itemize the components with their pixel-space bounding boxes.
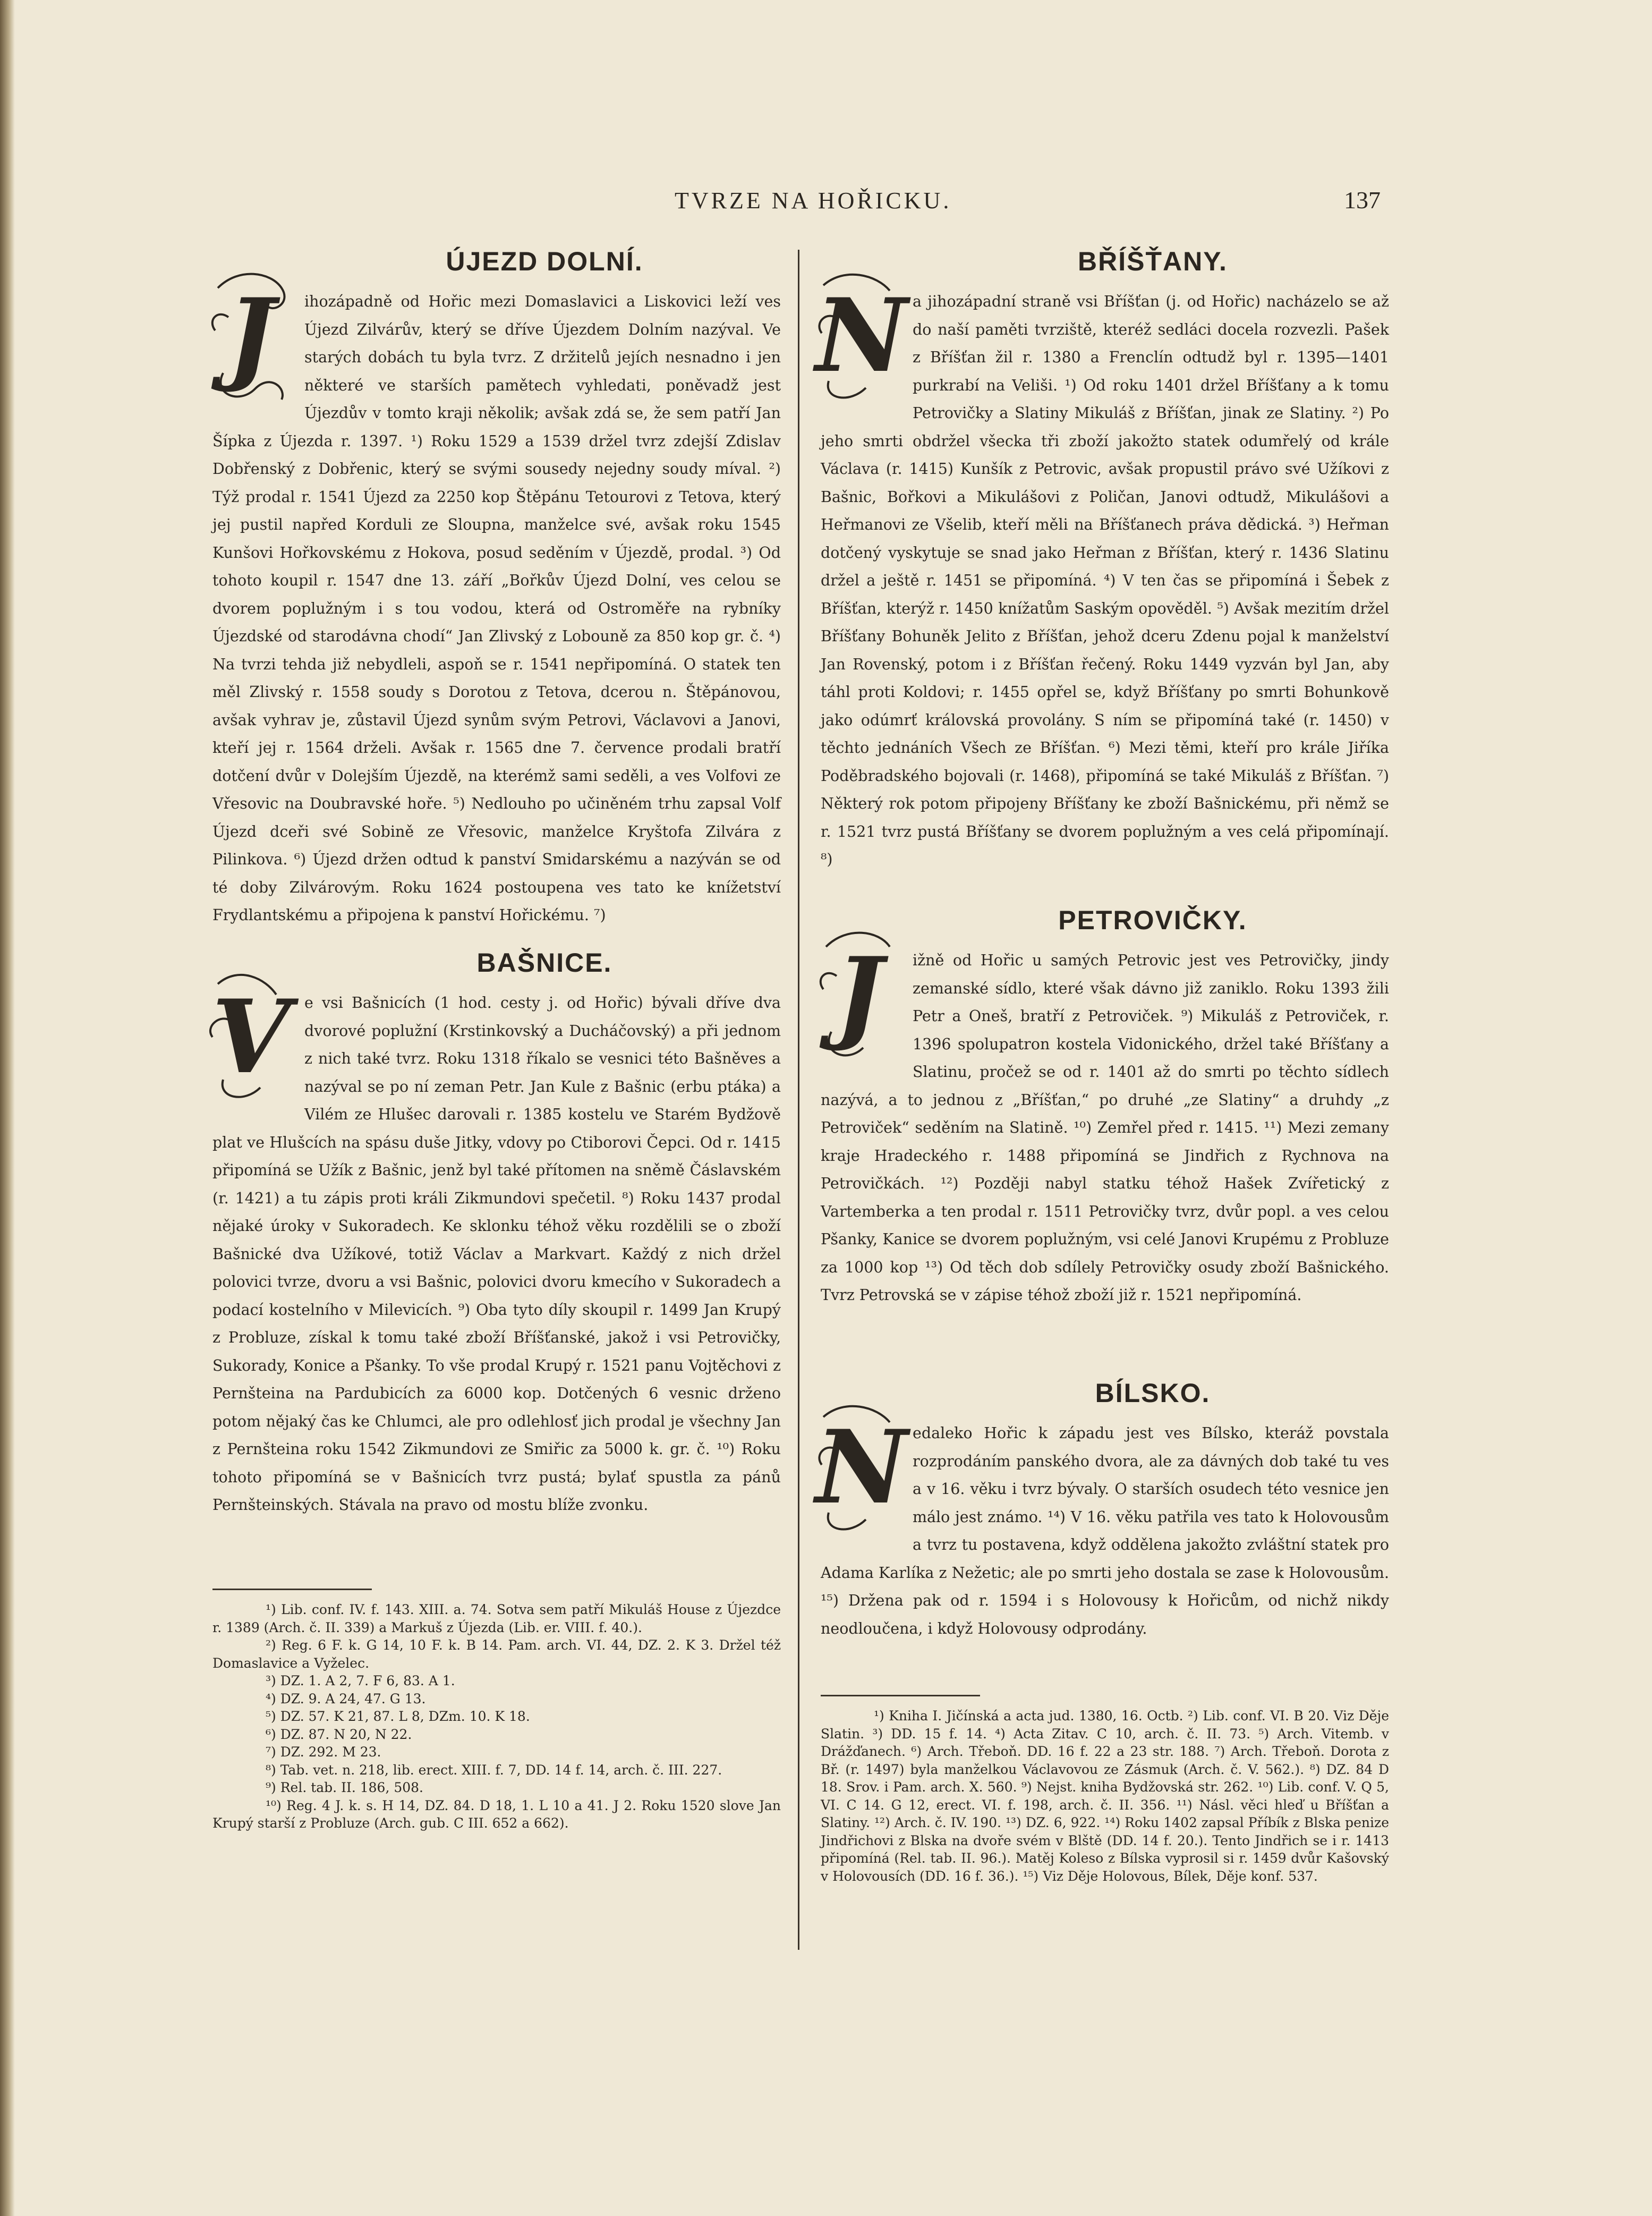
section-text-ujezd: ihozápadně od Hořic mezi Domaslavici a Liskovici leží ves Újezd Zilvárův, který se dříve Újezdem Dolním nazýval. Ve starých dobách tu byla tvrz. Z držitelů jejích nesnadno i jen některé ve starších pamětech vyhledati, poněvadž jest Újezdův v tomto kraji několik; avšak zdá se, že sem patří Jan Šípka z Újezda r. 1397. ¹) Roku 1529 a 1539 držel tvrz zdejší Zdislav Dobřenský z Dobřenic, který se svými sousedy nejedny soudy míval. ²) Týž prodal r. 1541 Újezd za 2250 kop Štěpánu Tetourovi z Tetova, který jej pustil napřed Korduli ze Sloupna, manželce své, avšak roku 1545 Kunšovi Hořkovskému z Hokova, posud seděním v Újezdě, prodal. ³) Od tohoto koupil r. 1547 dne 13. září „Bořkův Újezd Dolní, ves celou se dvorem poplužným i s tou vodou, která od Ostroměře na rybníky Újezdské od starodávna chodí“ Jan Zlivský z Lobouně za 850 kop gr. č. ⁴) Na tvrzi tehda již nebydleli, aspoň se r. 1541 nepřipomíná. O statek ten měl Zlivský r. 1558 soudy s Dorotou z Tetova, dcerou n. Štěpánovou, avšak vyhrav je, zůstavil Újezd synům svým Petrovi, Václavovi a Janovi, kteří jej r. 1564 drželi. Avšak r. 1565 dne 7. července prodali bratří dotčení dvůr v Dolejším Újezdě, na kterémž sami seděli, a ves Volfovi ze Vřesovic na Doubravské hoře. ⁵) Nedlouho po učiněném trhu zapsal Volf Újezd dceři své Sobině ze Vřesovic, manželce Kryštofa Zilvára z Pilinkova. ⁶) Újezd držen odtud k panství Smidarskému a nazýván se od té doby Zilvárovým. Roku 1624 postoupena ves tato ke knížetství Frydlantskému a připojena k panství Hořickému. ⁷) [212,293,781,924]
footnote: ⁸) Tab. vet. n. 218, lib. erect. XIII. f. 7, DD. 14 f. 14, arch. č. III. 227. [266,1762,722,1778]
section-title-ujezd: ÚJEZD DOLNÍ. [446,247,643,276]
footnotes-right [821,1707,1389,1885]
footnote: ²) Reg. 6 F. k. G 14, 10 F. k. B 14. Pam. arch. VI. 44, DZ. 2. K 3. Držel též Domaslavice a Vyželec. [212,1637,781,1671]
section-text-bilsko: edaleko Hořic k západu jest ves Bílsko, kteráž povstala rozprodáním panského dvora, ale za dávných dob také tu ves a v 16. věku i tvrz bývaly. O starších osudech této vesnice jen málo jest známo. ¹⁴) V 16. věku patřila ves tato k Holovousům a tvrz tu postavena, když oddělena jakožto zvláštní statek pro Adama Karlíka z Nežetic; ale po smrti jeho dostala se zase k Holovousům. ¹⁵) Držena pak od r. 1594 i s Holovousy k Hořicům, od nichž nikdy neodloučena, i když Holovousy odprodány. [821,1424,1389,1637]
column-divider [798,250,799,1950]
ornamental-initial-icon [207,267,295,405]
section-text-petrovicky: ižně od Hořic u samých Petrovic jest ves Petrovičky, jindy zemanské sídlo, které však dávno již zaniklo. Roku 1393 žili Petr a Oneš, bratří z Petroviček. ⁹) Mikuláš z Petroviček, r. 1396 spolupatron kostela Vidonického, držel také Bříšťany a Slatinu, pročež se od r. 1401 až do smrti po těchto sídlech nazývá, a to jednou z „Bříšťan,“ po druhé „ze Slatiny“ a druhdy „z Petroviček“ seděním na Slatině. ¹⁰) Zemřel před r. 1415. ¹¹) Mezi zemany kraje Hradeckého r. 1488 připomíná se Jindřich z Rychnova na Petrovičkách. ¹²) Později nabyl statku téhož Hašek Zvířetický z Vartemberka a ten prodal r. 1511 Petrovičky tvrz, dvůr popl. a ves celou Pšanky, Kanice se dvorem poplužným, vsi celé Janovi Krupému z Probluze za 1000 kop ¹³) Od těch dob sdílely Petrovičky osudy zboží Bašnického. Tvrz Petrovská se v zápise téhož zboží již r. 1521 nepřipomíná. [821,952,1389,1304]
ornamental-initial-icon [815,926,903,1064]
right-column [815,244,1389,1885]
footnotes-left [212,1601,781,1832]
footnote: ⁴) DZ. 9. A 24, 47. G 13. [266,1691,426,1706]
footnote-rule [821,1695,980,1696]
section-title-basnice: BAŠNICE. [476,948,612,978]
section-basnice [212,946,781,1573]
initial-letter: N [815,276,908,395]
initial-letter: V [211,978,291,1096]
footnote: ⁵) DZ. 57. K 21, 87. L 8, DZm. 10. K 18. [266,1709,530,1724]
ornamental-initial-icon [815,267,908,405]
footnote: ⁶) DZ. 87. N 20, N 22. [266,1726,412,1742]
running-head [0,187,1652,230]
left-column [212,244,781,1832]
ornamental-initial-icon [207,968,295,1106]
section-ujezd [212,244,781,924]
page-number: 137 [1344,186,1381,214]
footnote: ⁹) Rel. tab. II. 186, 508. [266,1780,423,1795]
initial-letter: J [227,276,275,395]
page-binding-edge [0,0,15,2216]
running-title: TVRZE NA HOŘICKU. [675,188,952,214]
section-bristany [815,244,1389,871]
footnote: ¹) Kniha I. Jičínská a acta jud. 1380, 16. Octb. ²) Lib. conf. VI. B 20. Viz Děje Slatin. ³) DD. 15 f. 14. ⁴) Acta Zitav. C 10, arch. č. II. 73. ⁵) Arch. Vitemb. v Drážďanech. ⁶) Arch. Třeboň. DD. 16 f. 22 a 23 str. 188. ⁷) Arch. Třeboň. Dorota z Bř. (r. 1497) byla manželkou Václavovou ze Zásmuk (Arch. č. V. 562.). ⁸) DZ. 84 D 18. Srov. i Pam. arch. X. 560. ⁹) Nejst. kniha Bydžovská str. 262. ¹⁰) Lib. conf. V. Q 5, VI. C 14. G 12, erect. VI. f. 198, arch. č. II. 356. ¹¹) Násl. věci hleď u Bříšťan a Slatiny. ¹²) Arch. č. IV. 190. ¹³) DZ. 6, 922. ¹⁴) Roku 1402 zapsal Příbík z Blska penize Jindřichovi z Blska na dvoře svém v Blště (DD. 14 f. 20.). Tento Jindřich se i r. 1413 připomíná (Rel. tab. II. 96.). Matěj Koleso z Bílska vyprosil si r. 1459 dvůr Kašovský v Holovousích (DD. 16 f. 36.). ¹⁵) Viz Děje Holovous, Bílek, Děje konf. 537. [821,1708,1389,1884]
footnote: ¹⁰) Reg. 4 J. k. s. H 14, DZ. 84. D 18, 1. L 10 a 41. J 2. Roku 1520 slove Jan Krupý starší z Probluze (Arch. gub. C III. 652 a 662). [212,1797,781,1831]
section-title-bilsko: BÍLSKO. [1095,1378,1211,1408]
footnote: ⁷) DZ. 292. M 23. [266,1744,381,1760]
section-petrovicky [821,903,1389,1344]
section-bilsko [815,1376,1389,1674]
ornamental-initial-icon [815,1398,908,1536]
section-text-bristany: a jihozápadní straně vsi Bříšťan (j. od Hořic) nacházelo se až do naší paměti tvrziště, kteréž sedláci docela rozvezli. Pašek z Bříšťan žil r. 1380 a Frenclín odtudž byl r. 1395—1401 purkrabí na Veliši. ¹) Od roku 1401 držel Bříšťany a k tomu Petrovičky a Slatiny Mikuláš z Bříšťan, jinak ze Slatiny. ²) Po jeho smrti obdržel všecka tři zboží jakožto statek odumřelý od krále Václava (r. 1415) Kunšík z Petrovic, avšak propustil právo své Užíkovi z Bašnic, Bořkovi a Mikulášovi z Poličan, Janovi odtudž, Mikulášovi a Heřmanovi ze Všelib, kteří měli na Bříšťanech práva dědická. ³) Heřman dotčený vyskytuje se snad jako Heřman z Bříšťan, který r. 1436 Slatinu držel a ještě r. 1451 se připomíná. ⁴) V ten čas se připomíná i Šebek z Bříšťan, kterýž r. 1450 knížatům Saským opověděl. ⁵) Avšak mezitím držel Bříšťany Bohuněk Jelito z Bříšťan, jehož dceru Zdenu pojal k manželství Jan Rovenský, potom i z Bříšťan řečený. Roku 1449 vyzván byl Jan, aby táhl proti Koldovi; r. 1455 opřel se, když Bříšťany po smrti Bohunkově jako odúmrť královská provolány. S ním se připomíná také (r. 1450) v těchto jednáních Všech ze Bříšťan. ⁶) Mezi těmi, kteří pro krále Jiříka Poděbradského bojovali (r. 1468), připomíná se také Mikuláš z Bříšťan. ⁷) Některý rok potom připojeny Bříšťany ke zboží Bašnickému, při němž se r. 1521 tvrz pustá Bříšťany se dvorem poplužným a ves celá připomínají. ⁸) [821,293,1389,868]
initial-letter: N [815,1408,908,1526]
footnote: ³) DZ. 1. A 2, 7. F 6, 83. A 1. [266,1673,455,1688]
initial-letter: J [835,935,883,1054]
section-text-basnice: e vsi Bašnicích (1 hod. cesty j. od Hořic) bývali dříve dva dvorové poplužní (Krstinkovský a Ducháčovský) a při jednom z nich také tvrz. Roku 1318 říkalo se vesnici této Bašněves a nazýval se po ní zeman Petr. Jan Kule z Bašnic (erbu ptáka) a Vilém ze Hlušec darovali r. 1385 kostelu ve Starém Bydžově plat ve Hlušcích na spásu duše Jitky, vdovy po Ctiborovi Čepci. Od r. 1415 připomíná se Užík z Bašnic, jenž byl také přítomen na sněmě Čáslavském (r. 1421) a tu zápis proti králi Zikmundovi spečetil. ⁸) Roku 1437 prodal nějaké úroky v Sukoradech. Ke sklonku téhož věku rozdělili se o zboží Bašnické dva Užíkové, totiž Václav a Markvart. Každý z nich držel polovici tvrze, dvoru a vsi Bašnic, polovici dvoru kmecího v Sukoradech a podací kostelního v Milevicích. ⁹) Oba tyto díly skoupil r. 1499 Jan Krupý z Probluze, získal k tomu také zboží Bříšťanské, jakož i vsi Petrovičky, Sukorady, Konice a Pšanky. To vše prodal Krupý r. 1521 panu Vojtěchovi z Pernšteina na Pardubicích za 6000 kop. Dotčených 6 vesnic drženo potom nějaký čas ke Chlumci, ale pro odlehlosť jich prodal je všechny Jan z Pernšteina roku 1542 Zikmundovi ze Smiřic za 5000 k. gr. č. ¹⁰) Roku tohoto připomíná se v Bašnicích tvrz pustá; bylať spustla za pánů Pernšteinských. Stávala na pravo od mostu blíže zvonku. [212,994,781,1514]
section-title-petrovicky: PETROVIČKY. [1058,905,1247,935]
footnote: ¹) Lib. conf. IV. f. 143. XIII. a. 74. Sotva sem patří Mikuláš House z Újezdce r. 1389 (Arch. č. II. 339) a Markuš z Újezda (Lib. er. VIII. f. 40.). [212,1602,781,1635]
section-title-bristany: BŘÍŠŤANY. [1078,247,1228,276]
footnote-rule [212,1589,372,1590]
